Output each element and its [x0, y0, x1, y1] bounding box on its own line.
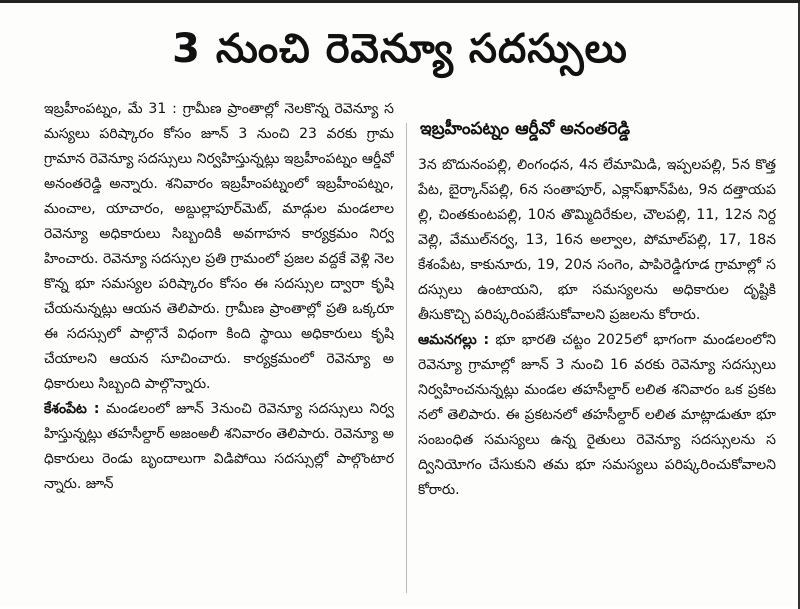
- dateline-amangal: ఆమనగల్లు :: [418, 332, 490, 348]
- column-divider: [406, 123, 407, 593]
- article-paragraph-keshampet: [44, 397, 394, 497]
- paragraph-text: 3న బొదునంపల్లి, లింగంధన, 4న లేమామిడి, ఇప్పలపల్లి, 5న కొత్తపేట, బైర్కాన్‌పల్లి, 6న సంతాపూర్, ఎక్లాస్‌ఖాన్‌పేట, 9న దత్తాయపల్లి, చింతకుంటపల్లి, 10న తొమ్మిదిరేకుల, చౌలపల్లి, 11, 12న నిర్దవెల్లి, వేముల్‌నర్వ, 13, 16న అల్వాల, పోమాల్‌పల్లి, 17, 18న కేశంపేట, కాకునూరు, 19, 20న సంగెం, పాపిరెడ్డిగూడ గ్రామాల్లో సదస్సులు ఉంటాయని, భూ సమస్యలను అధికారుల దృష్టికి తీసుకొచ్చి పరిష్కరింపజేసుకోవాలని ప్రజలను కోరారు.: [418, 157, 776, 323]
- paragraph-text: ఇబ్రహీంపట్నం, మే 31 : గ్రామీణ ప్రాంతాల్లో నెలకొన్న రెవెన్యూ సమస్యలు పరిష్కారం కోసం జూన్ 3 నుంచి 23 వరకు గ్రామ గ్రామాన రెవెన్యూ సదస్సులు నిర్వహిస్తున్నట్లు ఇబ్రహీంపట్నం ఆర్డీవో అనంతరెడ్డి అన్నారు. శనివారం ఇబ్రహీంపట్నంలో ఇబ్రహీంపట్నం, మంచాల, యాచారం, అబ్దుల్లాపూర్‌మెట్, మాడ్గుల మండలాల రెవెన్యూ అధికారులు సిబ్బందికి అవగాహన కార్యక్రమం నిర్వహించారు. రెవెన్యూ సదస్సుల ప్రతి గ్రామంలో ప్రజల వద్దకే వెళ్లి నెలకొన్న భూ సమస్యల పరిష్కారం కోసం ఈ సదస్సుల ద్వారా కృషి చేయనున్నట్లు ఆయన తెలిపారు. గ్రామీణ ప్రాంతాల్లో ప్రతి ఒక్కరూ ఈ సదస్సులో పాల్గొనే విధంగా కింది స్థాయి అధికారులు కృషి చేయాలని ఆయన సూచించారు. కార్యక్రమంలో రెవెన్యూ అధికారులు సిబ్బంది పాల్గొన్నారు.: [44, 101, 394, 392]
- headline: 3 నుంచి రెవెన్యూ సదస్సులు: [172, 26, 628, 72]
- dateline-keshampet: కేశంపేట :: [44, 401, 100, 417]
- right-column: [418, 153, 776, 593]
- byline: ఇబ్రహీంపట్నం ఆర్డీవో అనంతరెడ్డి: [420, 119, 631, 139]
- left-column: [44, 97, 394, 597]
- paragraph-text: మండలంలో జూన్ 3నుంచి రెవెన్యూ సదస్సులు నిర్వహిస్తున్నట్లు తహసీల్దార్ అజంఅలీ శనివారం తెలిపారు. రెవెన్యూ అధికారులు రెండు బృందాలుగా విడిపోయి సదస్సుల్లో పాల్గొంటారన్నారు. జూన్: [44, 401, 394, 492]
- paragraph-text: భూ భారతి చట్టం 2025లో భాగంగా మండలంలోని రెవెన్యూ గ్రామాల్లో జూన్ 3 నుంచి 16 వరకు రెవెన్యూ సదస్సులు నిర్వహించనున్నట్లు మండల తహసీల్దార్ లలిత శనివారం ఒక ప్రకటనలో తెలిపారు. ఈ ప్రకటనలో తహసీల్దార్ లలిత మాట్లాడుతూ భూ సంబంధిత సమస్యలు ఉన్న రైతులు రెవెన్యూ సదస్సులను సద్వినియోగం చేసుకుని తమ భూ సమస్యలు పరిష్కరించుకోవాలని కోరారు.: [418, 332, 776, 498]
- article-paragraph-amangal: [418, 328, 776, 503]
- article-paragraph-village-schedule: [418, 153, 776, 328]
- article-paragraph-ibrahimpatnam: [44, 97, 394, 397]
